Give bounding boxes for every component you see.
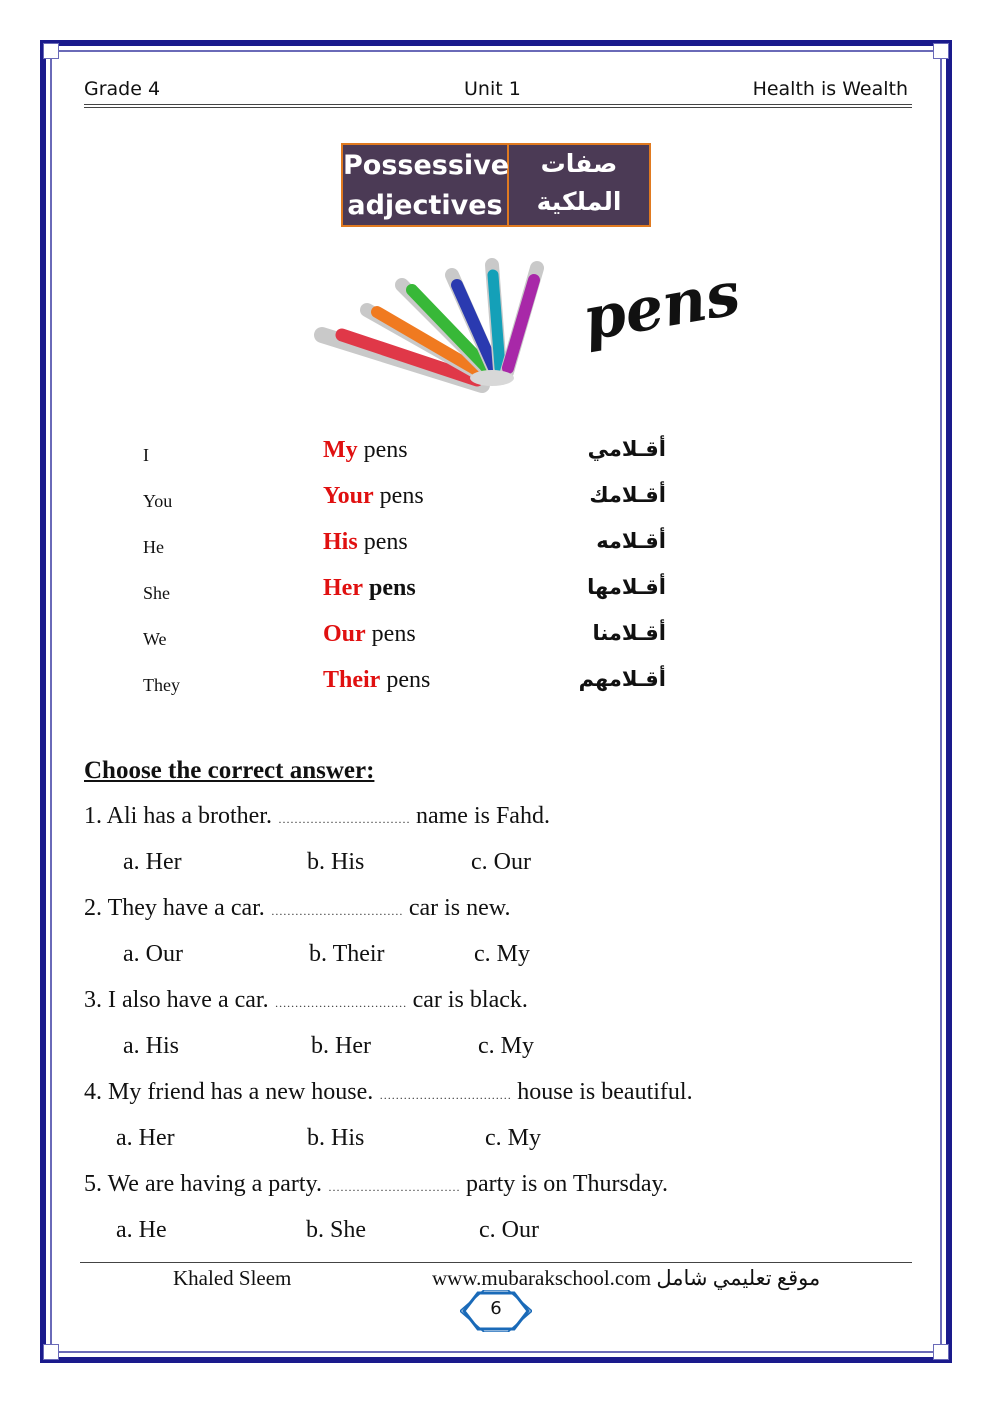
noun: pens	[368, 575, 416, 601]
option-a[interactable]: a. He	[116, 1217, 167, 1243]
possessive-phrase	[323, 621, 416, 648]
answer-blank[interactable]: ……………………………	[277, 812, 410, 826]
option-a[interactable]: a. Our	[123, 941, 183, 967]
answer-blank[interactable]: ……………………………	[274, 996, 407, 1010]
arabic-translation: أقـلامنا	[592, 621, 666, 645]
pronoun: She	[143, 583, 170, 603]
question-text-before: 1. Ali has a brother.	[84, 803, 272, 829]
option-b[interactable]: b. His	[307, 849, 365, 875]
lesson-title-arabic: صفات الملكية	[536, 149, 622, 216]
option-c[interactable]: c. My	[478, 1033, 534, 1059]
question-text-before: 5. We are having a party.	[84, 1171, 322, 1197]
possessive-adjective: Our	[323, 621, 366, 647]
option-b[interactable]: b. His	[307, 1125, 365, 1151]
noun: pens	[379, 483, 424, 509]
pronoun: You	[143, 491, 173, 511]
arabic-translation: أقـلامك	[589, 483, 666, 507]
possessive-phrase	[323, 437, 408, 464]
arabic-translation: أقـلامها	[587, 575, 666, 599]
possessive-phrase	[323, 575, 416, 602]
possessive-adjective: My	[323, 437, 358, 463]
arabic-translation: أقـلامهم	[578, 667, 666, 691]
answer-blank[interactable]: ……………………………	[327, 1180, 460, 1194]
question-text-after: name is Fahd.	[415, 803, 550, 829]
question-text-before: 2. They have a car.	[84, 895, 265, 921]
pronoun: They	[143, 675, 180, 695]
possessive-adjective: His	[323, 529, 358, 555]
question-text-before: 3. I also have a car.	[84, 987, 269, 1013]
header-topic: Health is Wealth	[752, 78, 908, 100]
question-2	[84, 895, 511, 922]
question-3	[84, 987, 528, 1014]
header-divider	[84, 107, 912, 108]
noun: pens	[363, 437, 408, 463]
possessive-phrase	[323, 529, 408, 556]
question-text-after: party is on Thursday.	[465, 1171, 668, 1197]
pens-illustration	[312, 250, 562, 400]
option-c[interactable]: c. My	[474, 941, 530, 967]
arabic-translation: أقـلامه	[596, 529, 666, 553]
option-c[interactable]: c. Our	[479, 1217, 539, 1243]
option-b[interactable]: b. She	[306, 1217, 366, 1243]
lesson-title-english: Possessive adjectives	[343, 145, 509, 225]
header-unit: Unit 1	[464, 78, 521, 100]
corner-ornament	[933, 1344, 949, 1360]
possessive-row	[0, 433, 992, 473]
corner-ornament	[43, 1344, 59, 1360]
answer-blank[interactable]: ……………………………	[379, 1088, 512, 1102]
possessive-row	[0, 479, 992, 519]
footer-divider	[80, 1262, 912, 1263]
corner-ornament	[933, 43, 949, 59]
question-text-after: house is beautiful.	[517, 1079, 693, 1105]
noun: pens	[371, 621, 416, 647]
header-grade: Grade 4	[84, 78, 161, 100]
possessive-row	[0, 617, 992, 657]
noun: pens	[363, 529, 408, 555]
option-a[interactable]: a. Her	[123, 849, 182, 875]
possessive-adjective: Your	[323, 483, 374, 509]
arabic-translation: أقـلامي	[587, 437, 666, 461]
pronoun: I	[143, 445, 149, 465]
footer-author: Khaled Sleem	[173, 1266, 292, 1290]
option-a[interactable]: a. Her	[116, 1125, 175, 1151]
option-c[interactable]: c. My	[485, 1125, 541, 1151]
corner-ornament	[43, 43, 59, 59]
possessive-phrase	[323, 667, 430, 694]
question-text-before: 4. My friend has a new house.	[84, 1079, 374, 1105]
possessive-phrase	[323, 483, 424, 510]
noun: pens	[386, 667, 431, 693]
footer-site: www.mubarakschool.com موقع تعليمي شامل	[432, 1266, 821, 1290]
question-4	[84, 1079, 693, 1106]
possessive-adjective: Her	[323, 575, 363, 601]
question-5	[84, 1171, 668, 1198]
answer-blank[interactable]: ……………………………	[270, 904, 403, 918]
option-b[interactable]: b. Their	[309, 941, 385, 967]
option-c[interactable]: c. Our	[471, 849, 531, 875]
pronoun: We	[143, 629, 167, 649]
lesson-title-box	[341, 143, 651, 227]
pronoun: He	[143, 537, 164, 557]
possessive-row	[0, 663, 992, 703]
possessive-row	[0, 525, 992, 565]
question-text-after: car is new.	[408, 895, 511, 921]
possessive-row	[0, 571, 992, 611]
option-a[interactable]: a. His	[123, 1033, 179, 1059]
question-1	[84, 803, 550, 830]
page-header	[84, 76, 912, 105]
pens-word: pens	[577, 258, 746, 355]
option-b[interactable]: b. Her	[311, 1033, 371, 1059]
question-text-after: car is black.	[412, 987, 528, 1013]
page-number: 6	[490, 1298, 502, 1319]
exercise-title: Choose the correct answer:	[84, 757, 375, 784]
possessive-adjective: Their	[323, 667, 381, 693]
